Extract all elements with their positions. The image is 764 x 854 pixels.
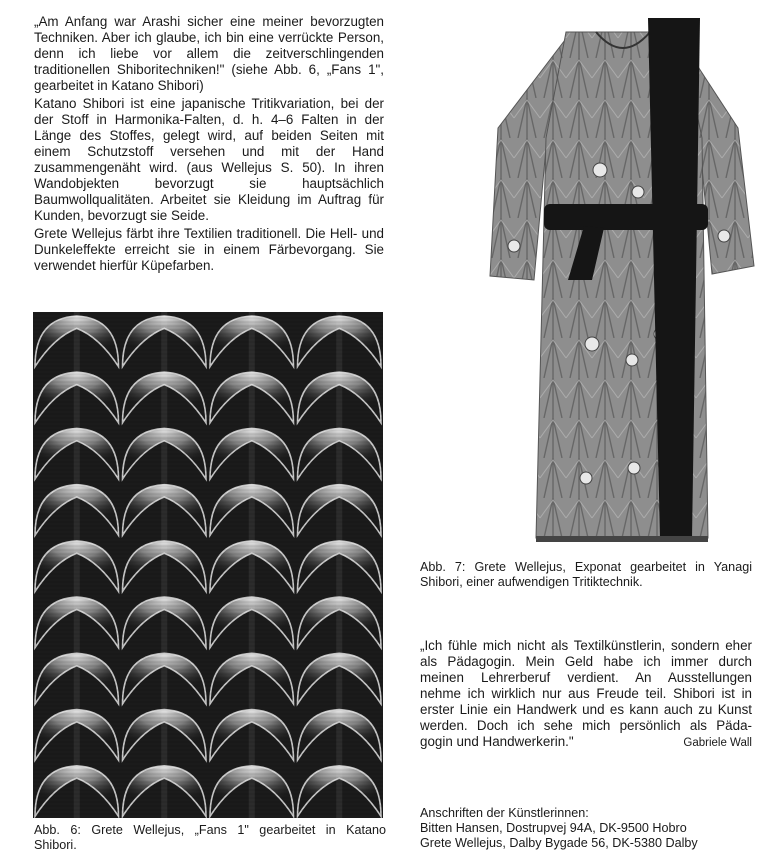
- katano-paragraph: Katano Shibori ist eine japanische Tritikvariation, bei der der Stoff in Harmonika-Falten, d. h. 4–6 Falten in der Länge des Stoffes, gelegt wird, auf beiden Seiten mit einem Schutzstoff versehen und mit der Hand zusammengenäht wird. (aus Wellejus S. 50). In ihren Wandobjekten bevorzugt sie hauptsächlich Baumwollqualitäten. Arbeitet sie Kleidung im Auftrag für Kunden, bevorzugt sie Seide.: [34, 96, 384, 223]
- figure-6-fans-textile-image: [33, 312, 383, 818]
- intro-text-column: [34, 14, 384, 276]
- figure-7-caption: [420, 560, 752, 590]
- quote-line-1: „Ich fühle mich nicht als Textilkünstlerin, sondern eher: [420, 638, 752, 653]
- figure-7-robe-image: [488, 18, 758, 554]
- dyeing-paragraph: Grete Wellejus färbt ihre Textilien traditionell. Die Hell- und Dunkeleffekte erreicht sie in einem Färbevorgang. Sie verwendet hierfür Küpefarben.: [34, 226, 384, 273]
- address-grete-wellejus: Grete Wellejus, Dalby Bygade 56, DK-5380 Dalby: [420, 836, 698, 850]
- addresses-heading: Anschriften der Künstlerinnen:: [420, 806, 589, 820]
- figure-6-caption: [34, 823, 386, 853]
- quote-last-line: [420, 734, 752, 751]
- quote-line-5: erster Linie ein Handwerk und es kann auch zu Kunst: [420, 702, 752, 717]
- intro-quote-paragraph: „Am Anfang war Arashi sicher eine meiner bevorzugten Techniken. Aber ich glaube, ich bin eine verrückte Person, denn ich liebe vor allem die zeitverschlingenden traditionellen Shiboritechniken!" (siehe Abb. 6, „Fans 1", gearbeitet in Katano Shibori): [34, 14, 384, 93]
- quote-author: Gabriele Wall: [683, 737, 752, 749]
- quote-line-3: meinen Lehrerberuf verdient. An Ausstellungen: [420, 670, 752, 685]
- quote-line-4: nehme ich wirklich nur aus Freude teil. Shibori ist in: [420, 686, 752, 701]
- fans-pattern: [33, 312, 383, 818]
- artist-addresses: [420, 806, 756, 851]
- figure-6-caption-line-2: Shibori.: [34, 838, 77, 852]
- wellejus-quote: [420, 638, 752, 751]
- figure-6-caption-line-1: Abb. 6: Grete Wellejus, „Fans 1" gearbeitet in Katano: [34, 823, 386, 837]
- quote-line-7: gogin und Handwerkerin.": [420, 734, 574, 749]
- figure-7-caption-line-1: Abb. 7: Grete Wellejus, Exponat gearbeitet in Yanagi: [420, 560, 752, 574]
- figure-7-caption-line-2: Shibori, einer aufwendigen Tritiktechnik.: [420, 575, 643, 589]
- robe-illustration: [488, 18, 758, 554]
- quote-line-6: werden. Doch ich sehe mich persönlich als Päda-: [420, 718, 752, 733]
- quote-line-2: als Pädagogin. Mein Geld habe ich immer durch: [420, 654, 752, 669]
- address-bitten-hansen: Bitten Hansen, Dostrupvej 94A, DK-9500 Hobro: [420, 821, 687, 835]
